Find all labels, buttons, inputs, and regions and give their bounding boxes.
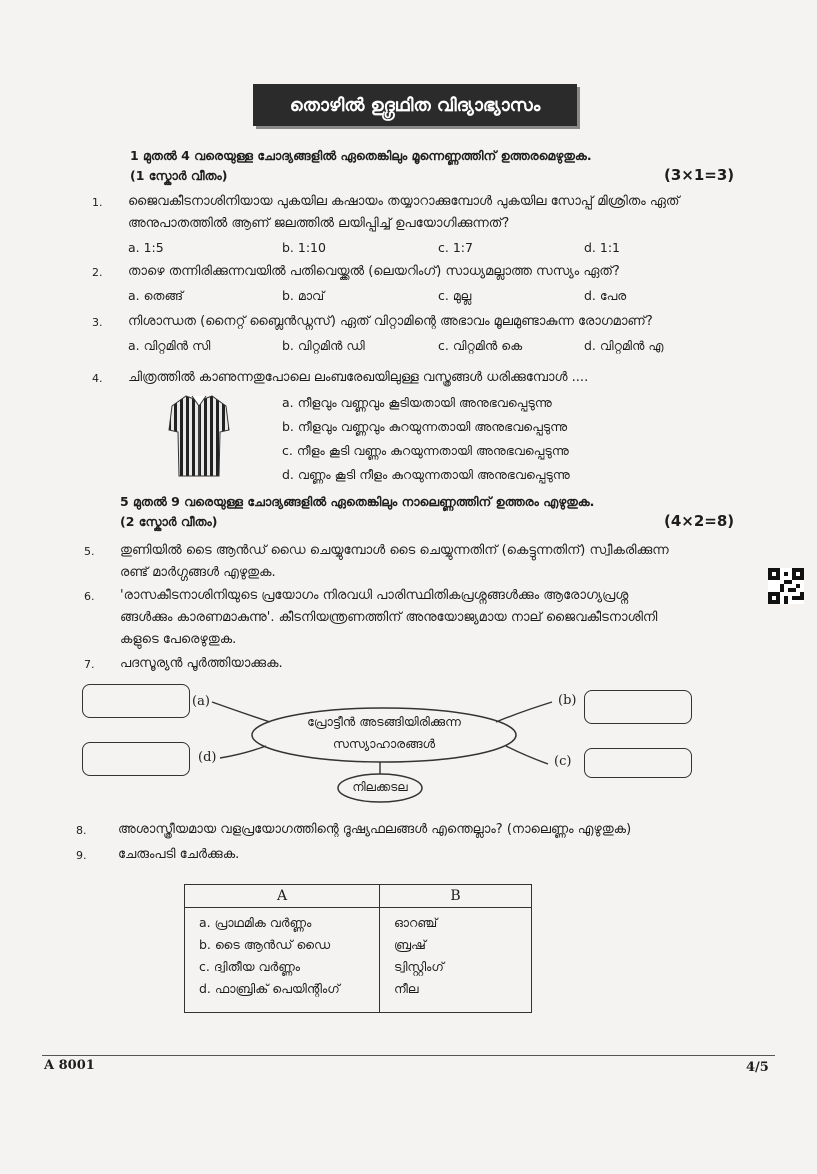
- question-text-line: അനുപാതത്തിൽ ആണ് ജലത്തിൽ ലയിപ്പിച്ച് ഉപയോഗിക്കുന്നത്?: [128, 216, 510, 231]
- page-number: 4/5: [746, 1060, 769, 1075]
- question-number: 7.: [84, 658, 95, 671]
- option-d: d. വിറ്റമിൻ എ: [584, 338, 664, 353]
- question-text-line: പദസൂര്യൻ പൂർത്തിയാക്കുക.: [120, 656, 283, 671]
- option-a: a. 1:5: [128, 240, 164, 255]
- column-b-item: ഓറഞ്ച്: [394, 915, 438, 930]
- column-b-cell: [380, 908, 532, 1013]
- option-a: a. നീളവും വണ്ണവും കൂടിയതായി അനുഭവപ്പെടുന്നു: [282, 395, 552, 410]
- column-a-cell: [185, 908, 380, 1013]
- column-b-item: നീല: [394, 981, 419, 996]
- question-text-line: ചിത്രത്തിൽ കാണുന്നതുപോലെ ലംബരേഖയിലുള്ള വസ്ത്രങ്ങൾ ധരിക്കുമ്പോൾ ....: [128, 370, 589, 385]
- label-b: (b): [558, 693, 577, 708]
- label-a: (a): [192, 694, 210, 709]
- section2-instruction: 5 മുതൽ 9 വരെയുള്ള ചോദ്യങ്ങളിൽ ഏതെങ്കിലും നാലെണ്ണത്തിന് ഉത്തരം എഴുതുക.: [120, 494, 595, 509]
- question-number: 2.: [92, 266, 103, 279]
- column-b-item: ട്വിസ്റ്റിംഗ്: [394, 959, 444, 974]
- section2-score-note: (2 സ്കോർ വീതം): [120, 514, 218, 529]
- label-d: (d): [198, 750, 217, 765]
- answer-box-b[interactable]: [584, 690, 692, 724]
- column-a-item: b. ടൈ ആൻഡ് ഡൈ: [199, 937, 331, 952]
- question-text-line: 'രാസകീടനാശിനിയുടെ പ്രയോഗം നിരവധി പാരിസ്ഥിതികപ്രശ്നങ്ങൾക്കും ആരോഗ്യപ്രശ്ന: [120, 588, 629, 603]
- question-number: 9.: [76, 849, 87, 862]
- match-table: [184, 884, 532, 1013]
- option-d: d. പേര: [584, 288, 627, 303]
- option-b: b. നീളവും വണ്ണവും കുറയുന്നതായി അനുഭവപ്പെടുന്നു: [282, 419, 568, 434]
- option-d: d. 1:1: [584, 240, 620, 255]
- section2-marks: (4×2=8): [664, 512, 735, 530]
- option-c: c. വിറ്റമിൻ കെ: [438, 338, 523, 353]
- section1-marks: (3×1=3): [664, 166, 735, 184]
- question-number: 3.: [92, 316, 103, 329]
- question-text-line: ചേരുംപടി ചേർക്കുക.: [118, 847, 240, 862]
- option-b: b. വിറ്റമിൻ ഡി: [282, 338, 365, 353]
- option-c: c. നീളം കൂടി വണ്ണം കുറയുന്നതായി അനുഭവപ്പെടുന്നു: [282, 443, 569, 458]
- center-text-line2: സസ്യാഹാരങ്ങൾ: [332, 736, 436, 751]
- column-a-item: c. ദ്വിതീയ വർണ്ണം: [199, 959, 301, 974]
- section1-score-note: (1 സ്കോർ വീതം): [130, 168, 228, 183]
- section1-instruction: 1 മുതൽ 4 വരെയുള്ള ചോദ്യങ്ങളിൽ ഏതെങ്കിലും മൂന്നെണ്ണത്തിന് ഉത്തരമെഴുതുക.: [130, 148, 592, 163]
- footer-divider: [42, 1055, 775, 1056]
- question-text-line: തുണിയിൽ ടൈ ആൻഡ് ഡൈ ചെയ്യുമ്പോൾ ടൈ ചെയ്യുന്നതിന് (കെട്ടുന്നതിന്) സ്വീകരിക്കുന്ന: [120, 543, 669, 558]
- question-number: 4.: [92, 372, 103, 385]
- answer-box-c[interactable]: [584, 748, 692, 778]
- question-text-line: അശാസ്ത്രീയമായ വളപ്രയോഗത്തിന്റെ ദൂഷ്യഫലങ്ങൾ എന്തെല്ലാം? (നാലെണ്ണം എഴുതുക): [118, 822, 632, 837]
- column-a-item: d. ഫാബ്രിക് പെയിന്റിംഗ്: [199, 981, 340, 996]
- page-title: തൊഴിൽ ഉദ്ഗ്രഥിത വിദ്യാഭ്യാസം: [253, 84, 577, 126]
- center-text-line1: പ്രോട്ടീൻ അടങ്ങിയിരിക്കുന്ന: [307, 714, 461, 729]
- paper-code: A 8001: [44, 1058, 95, 1073]
- option-d: d. വണ്ണം കൂടി നീളം കുറയുന്നതായി അനുഭവപ്പെടുന്നു: [282, 467, 570, 482]
- answer-box-a[interactable]: [82, 684, 190, 718]
- option-c: c. മുല്ല: [438, 288, 472, 303]
- column-b-item: ബ്രഷ്: [394, 937, 426, 952]
- question-number: 6.: [84, 590, 95, 603]
- column-a-header: A: [185, 885, 380, 908]
- column-a-item: a. പ്രാഥമിക വർണ്ണം: [199, 915, 312, 930]
- question-number: 1.: [92, 196, 103, 209]
- column-b-header: B: [380, 885, 532, 908]
- given-word: നിലക്കടല: [352, 780, 408, 794]
- option-b: b. 1:10: [282, 240, 326, 255]
- question-number: 5.: [84, 545, 95, 558]
- question-text-line: രണ്ട് മാർഗ്ഗങ്ങൾ എഴുതുക.: [120, 565, 276, 580]
- option-a: a. വിറ്റമിൻ സി: [128, 338, 211, 353]
- question-text-line: കളുടെ പേരെഴുതുക.: [120, 632, 237, 647]
- question-number: 8.: [76, 824, 87, 837]
- answer-box-d[interactable]: [82, 742, 190, 776]
- question-text-line: താഴെ തന്നിരിക്കുന്നവയിൽ പതിവെയ്ക്കൽ (ലെയറിംഗ്) സാധ്യമല്ലാത്ത സസ്യം ഏത്?: [128, 264, 620, 279]
- label-c: (c): [554, 754, 572, 769]
- option-a: a. തെങ്ങ്: [128, 288, 184, 303]
- qr-code-icon: [768, 568, 804, 604]
- question-text-line: ങ്ങൾക്കും കാരണമാകുന്നു'. കീടനിയന്ത്രണത്തിന് അനുയോജ്യമായ നാല് ജൈവകീടനാശിനി: [120, 610, 658, 625]
- question-text-line: ജൈവകീടനാശിനിയായ പുകയില കഷായം തയ്യാറാക്കുമ്പോൾ പുകയില സോപ്പ് മിശ്രിതം ഏത്: [128, 194, 680, 209]
- option-b: b. മാവ്: [282, 288, 325, 303]
- option-c: c. 1:7: [438, 240, 473, 255]
- question-text-line: നിശാന്ധത (നൈറ്റ് ബ്ലൈൻഡ്നസ്) ഏത് വിറ്റാമിന്റെ അഭാവം മൂലമുണ്ടാകുന്ന രോഗമാണ്?: [128, 314, 653, 329]
